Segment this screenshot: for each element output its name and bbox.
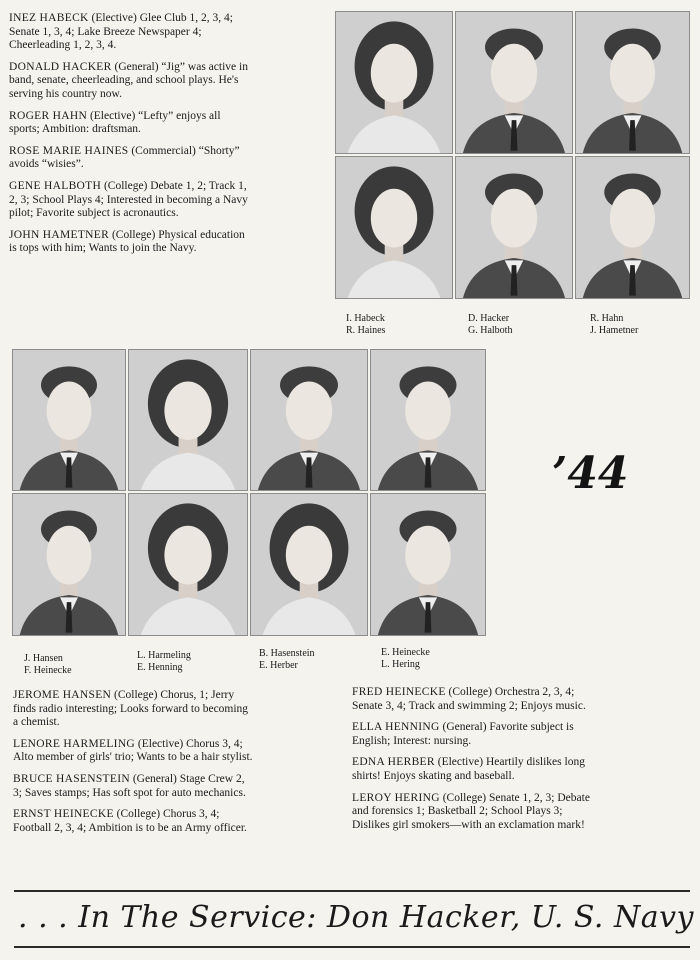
- photo-hametner: [575, 156, 690, 299]
- photo-hahn: [575, 11, 690, 154]
- caption-col-2: D. Hacker G. Halboth: [468, 313, 513, 336]
- bio-haines: ROSE MARIE HAINES (Commercial) “Shorty” avoids “wisies”.: [9, 144, 240, 171]
- caption-col-1: I. Habeck R. Haines: [346, 313, 386, 336]
- caption-mid-3: B. Hasenstein E. Herber: [259, 648, 315, 671]
- bio-hacker: DONALD HACKER (General) “Jig” was active in band, senate, cheerleading, and school plays. He's serving his country now.: [9, 60, 248, 100]
- bios-left: [13, 689, 256, 843]
- photo-hasenstein: [250, 349, 368, 491]
- bio-ernst-heinecke: ERNST HEINECKE (College) Chorus 3, 4; Football 2, 3, 4; Ambition is to be an Army officer.: [13, 808, 247, 834]
- bio-halboth: GENE HALBOTH (College) Debate 1, 2; Track 1, 2, 3; School Plays 4; Interested in becoming a Navy pilot; Favorite subject is acronautics.: [9, 179, 248, 220]
- photo-henning: [128, 493, 248, 636]
- photo-haines: [335, 156, 453, 299]
- footer-rule-bottom: [14, 946, 690, 948]
- bios-top: [9, 12, 253, 264]
- bio-henning: ELLA HENNING (General) Favorite subject is English; Interest: nursing.: [352, 721, 574, 747]
- photo-habeck: [335, 11, 453, 154]
- in-the-service-banner: . . . In The Service: Don Hacker, U. S. Navy: [18, 900, 694, 935]
- caption-col-3: R. Hahn J. Hametner: [590, 313, 639, 336]
- bio-herber: EDNA HERBER (Elective) Heartily dislikes long shirts! Enjoys skating and baseball.: [352, 756, 585, 782]
- bio-fred-heinecke: FRED HEINECKE (College) Orchestra 2, 3, 4; Senate 3, 4; Track and swimming 2; Enjoys music.: [352, 686, 586, 712]
- bios-right: [352, 686, 598, 840]
- footer-rule-top: [14, 890, 690, 892]
- photo-hacker: [455, 11, 573, 154]
- bio-hametner: JOHN HAMETNER (College) Physical education is tops with him; Wants to join the Navy.: [9, 228, 245, 255]
- bio-habeck: INEZ HABECK (Elective) Glee Club 1, 2, 3, 4; Senate 1, 3, 4; Lake Breeze Newspaper 4; Cheerleading 1, 2, 3, 4.: [9, 12, 233, 52]
- bio-hering: LEROY HERING (College) Senate 1, 2, 3; Debate and forensics 1; Basketball 2; School Plays 3; Dislikes girl smokers—with an exclamation mark!: [352, 791, 590, 831]
- bio-hansen: JEROME HANSEN (College) Chorus, 1; Jerry finds radio interesting; Looks forward to becoming a chemist.: [13, 689, 249, 729]
- caption-mid-2: L. Harmeling E. Henning: [137, 650, 191, 673]
- photo-herber: [250, 493, 368, 636]
- photo-harmeling: [128, 349, 248, 491]
- bio-hahn: ROGER HAHN (Elective) “Lefty” enjoys all sports; Ambition: draftsman.: [9, 109, 221, 136]
- photo-fred-heinecke: [12, 493, 126, 636]
- photo-hering: [370, 493, 486, 636]
- bio-hasenstein: BRUCE HASENSTEIN (General) Stage Crew 2, 3; Saves stamps; Has soft spot for auto mechanics.: [13, 772, 246, 799]
- photo-hansen: [12, 349, 126, 491]
- caption-mid-1: J. Hansen F. Heinecke: [24, 653, 72, 676]
- caption-mid-4: E. Heinecke L. Hering: [381, 647, 430, 670]
- photo-ernst-heinecke: [370, 349, 486, 491]
- bio-harmeling: LENORE HARMELING (Elective) Chorus 3, 4; Alto member of girls' trio; Wants to be a hair stylist.: [13, 737, 253, 764]
- photo-halboth: [455, 156, 573, 299]
- class-year-mark: ’44: [552, 448, 629, 499]
